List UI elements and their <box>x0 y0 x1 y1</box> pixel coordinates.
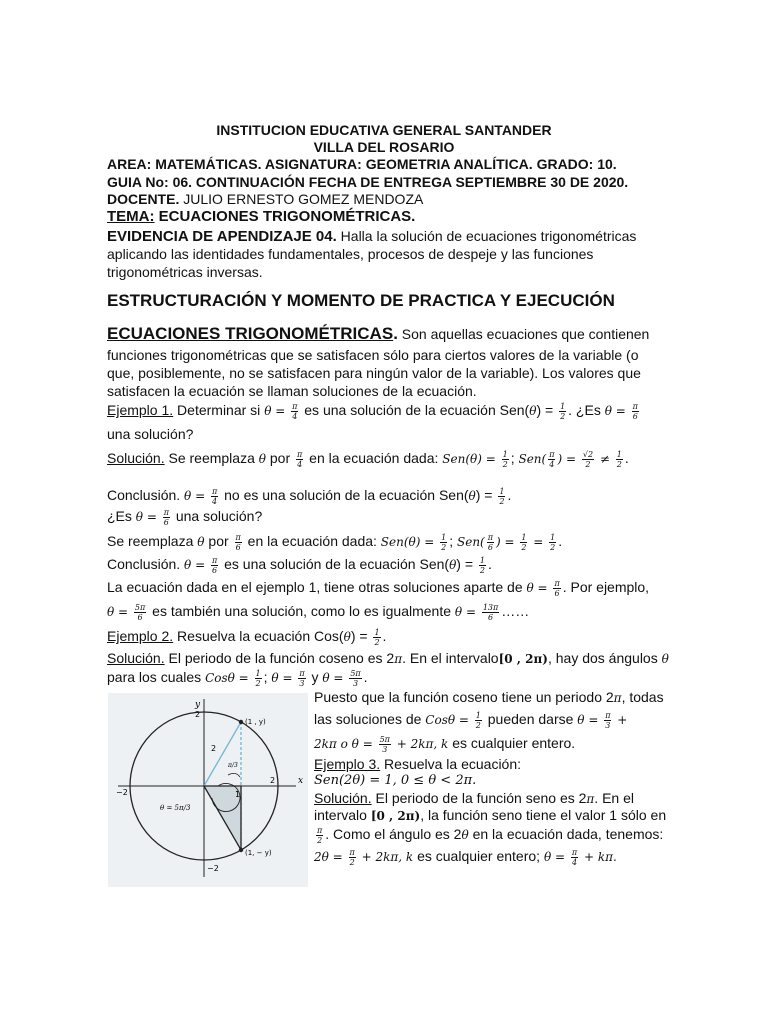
evidence-line-1 <box>107 227 636 246</box>
fraction-5pi-6: $\frac{5\pi}{6}$ <box>134 602 146 622</box>
definition-text-1: Son aquellas ecuaciones que contienen <box>397 326 650 342</box>
pi-3-label: π/3 <box>228 762 238 769</box>
point-lower-dot <box>239 848 243 852</box>
solution-1-line: Solución. Se reemplaza θ por $\frac{\pi}{4}$ en la ecuación dada: Sen(θ) = $\frac{1}{2}$ ; Sen( $\frac{\pi}{4}$ ) = $\frac{√2}{2}$ ≠ $\frac{1}{2}$ . <box>107 449 629 469</box>
topic-label: TEMA: <box>107 208 155 225</box>
topic-line <box>107 208 415 226</box>
example-3-line: Ejemplo 3. Resuelva la ecuación: <box>314 756 522 772</box>
fraction-half: $\frac{1}{2}$ <box>560 401 566 421</box>
fraction-pi-4: $\frac{\pi}{4}$ <box>292 401 298 421</box>
town-name: VILLA DEL ROSARIO <box>313 139 455 155</box>
evidence-text-1: Halla la solución de ecuaciones trigonométricas <box>336 228 637 244</box>
question-pi6-line: ¿Es θ = $\frac{\pi}{6}$ una solución? <box>107 507 263 527</box>
definition-line-2: funciones trigonométricas que se satisfacen sólo para ciertos valores de la variable (o <box>107 347 639 363</box>
segment-label: 2 <box>211 744 217 753</box>
solution-1-label: Solución. <box>107 450 165 466</box>
conclusion-2-line: Conclusión. θ = $\frac{\pi}{6}$ es una solución de la ecuación Sen(θ) = $\frac{1}{2}$ . <box>107 555 492 575</box>
fraction-13pi-6: $\frac{13\pi}{6}$ <box>482 602 499 622</box>
example-1-line-2: una solución? <box>107 426 194 442</box>
teacher-label: DOCENTE. <box>107 191 180 207</box>
evidence-line-3: trigonométricas inversas. <box>107 264 263 280</box>
example-2-label: Ejemplo 2. <box>107 628 174 644</box>
point-upper-label: (1 , y) <box>245 718 266 726</box>
also-solution-line: θ = $\frac{5\pi}{6}$ es también una solución, como lo es igualmente θ = $\frac{13\pi}{6}$ …… <box>107 602 530 622</box>
teacher-line <box>107 190 423 208</box>
y-axis-label: y <box>195 700 201 710</box>
replace-pi6-line: Se reemplaza θ por $\frac{\pi}{6}$ en la ecuación dada: Sen(θ) = $\frac{1}{2}$ ; Sen( $\frac{\pi}{6}$ ) = $\frac{1}{2}$ = $\frac{1}{2}$ . <box>107 532 563 552</box>
right-line-2: las soluciones de Cosθ = $\frac{1}{2}$ pueden darse θ = $\frac{\pi}{3}$ + <box>314 710 628 730</box>
definition-line-4: satisfacen la ecuación se llaman soluciones de la ecuación. <box>107 383 477 399</box>
fraction-5pi-3: $\frac{5\pi}{3}$ <box>350 668 361 688</box>
solution-3-line-2: intervalo [0 , 2π), la función seno tiene el valor 1 sólo en <box>314 807 667 823</box>
unit-circle-figure <box>108 693 308 887</box>
point-upper-dot <box>239 720 243 724</box>
point-lower-label: (1, − y) <box>245 849 272 857</box>
solution-2-line: Solución. El periodo de la función coseno es 2π. En el intervalo[0 , 2π), hay dos ángulos θ <box>107 650 669 666</box>
example-2-line: Ejemplo 2. Resuelva la ecuación Cos(θ) = $\frac{1}{2}$ . <box>107 627 387 647</box>
topic-text: ECUACIONES TRIGONOMÉTRICAS. <box>154 208 416 225</box>
example-3-label: Ejemplo 3. <box>314 756 381 772</box>
example-1-line: Ejemplo 1. Determinar si θ = $\frac{\pi}{4}$ es una solución de la ecuación Sen(θ) = $\frac{1}{2}$ . ¿Es θ = $\frac{\pi}{6}$ <box>107 401 638 421</box>
fraction-sqrt2-2: $\frac{√2}{2}$ <box>582 449 594 469</box>
fraction-pi-2: $\frac{\pi}{2}$ <box>317 825 323 845</box>
evidence-label: EVIDENCIA DE APENDIZAJE 04. <box>107 228 337 245</box>
example-3-equation: Sen(2θ) = 1, 0 ≤ θ < 2π. <box>314 773 477 788</box>
area-line: AREA: MATEMÁTICAS. ASIGNATURA: GEOMETRIA ANALÍTICA. GRADO: 10. <box>107 156 617 172</box>
solution-3-line: Solución. El periodo de la función seno es 2π. En el <box>314 790 634 806</box>
other-solutions-line: La ecuación dada en el ejemplo 1, tiene otras soluciones aparte de θ = $\frac{\pi}{6}$ . Por ejemplo, <box>107 578 650 598</box>
label-left: −2 <box>116 788 128 797</box>
guide-line: GUIA No: 06. CONTINUACIÓN FECHA DE ENTREGA SEPTIEMBRE 30 DE 2020. <box>107 174 629 190</box>
x-axis-label: x <box>298 776 304 786</box>
example-1-label: Ejemplo 1. <box>107 402 174 418</box>
conclusion-1-line: Conclusión. θ = $\frac{\pi}{4}$ no es una solución de la ecuación Sen(θ) = $\frac{1}{2}$ . <box>107 486 512 506</box>
right-line-1: Puesto que la función coseno tiene un periodo 2π, todas <box>314 689 664 705</box>
label-top: 2 <box>195 710 201 719</box>
one-label: 1 <box>235 790 241 799</box>
section-title: ESTRUCTURACIÓN Y MOMENTO DE PRACTICA Y EJECUCIÓN <box>107 291 615 310</box>
solution-3-line-3: $\frac{\pi}{2}$ . Como el ángulo es 2θ en la ecuación dada, tenemos: <box>317 825 664 845</box>
fraction-pi-3: $\frac{\pi}{3}$ <box>299 668 305 688</box>
theta-label: θ = 5π/3 <box>160 804 191 812</box>
label-bottom: −2 <box>207 864 219 873</box>
teacher-name: JULIO ERNESTO GOMEZ MENDOZA <box>179 191 424 207</box>
definition-line-1 <box>107 325 649 343</box>
definition-line-3: que, posiblemente, no se satisfacen para ningún valor de la variable). Los valores que <box>107 365 641 381</box>
definition-term: ECUACIONES TRIGONOMÉTRICAS <box>107 324 394 343</box>
solution-3-line-4: 2θ = $\frac{\pi}{2}$ + 2kπ, k es cualquier entero; θ = $\frac{\pi}{4}$ + kπ. <box>314 847 617 867</box>
label-right: 2 <box>270 776 276 785</box>
solution-3-label: Solución. <box>314 790 372 806</box>
definition-dot: . <box>393 324 398 343</box>
school-name: INSTITUCION EDUCATIVA GENERAL SANTANDER <box>216 122 552 138</box>
solution-2-label: Solución. <box>107 650 165 666</box>
evidence-line-2: aplicando las identidades fundamentales, procesos de despeje y las funciones <box>107 246 594 262</box>
fraction-pi-6: $\frac{\pi}{6}$ <box>632 401 638 421</box>
right-line-3: 2kπ o θ = $\frac{5\pi}{3}$ + 2kπ, k es cualquier entero. <box>314 734 576 754</box>
solution-2-line-2: para los cuales Cosθ = $\frac{1}{2}$ ; θ = $\frac{\pi}{3}$ y θ = $\frac{5\pi}{3}$ . <box>107 668 368 688</box>
